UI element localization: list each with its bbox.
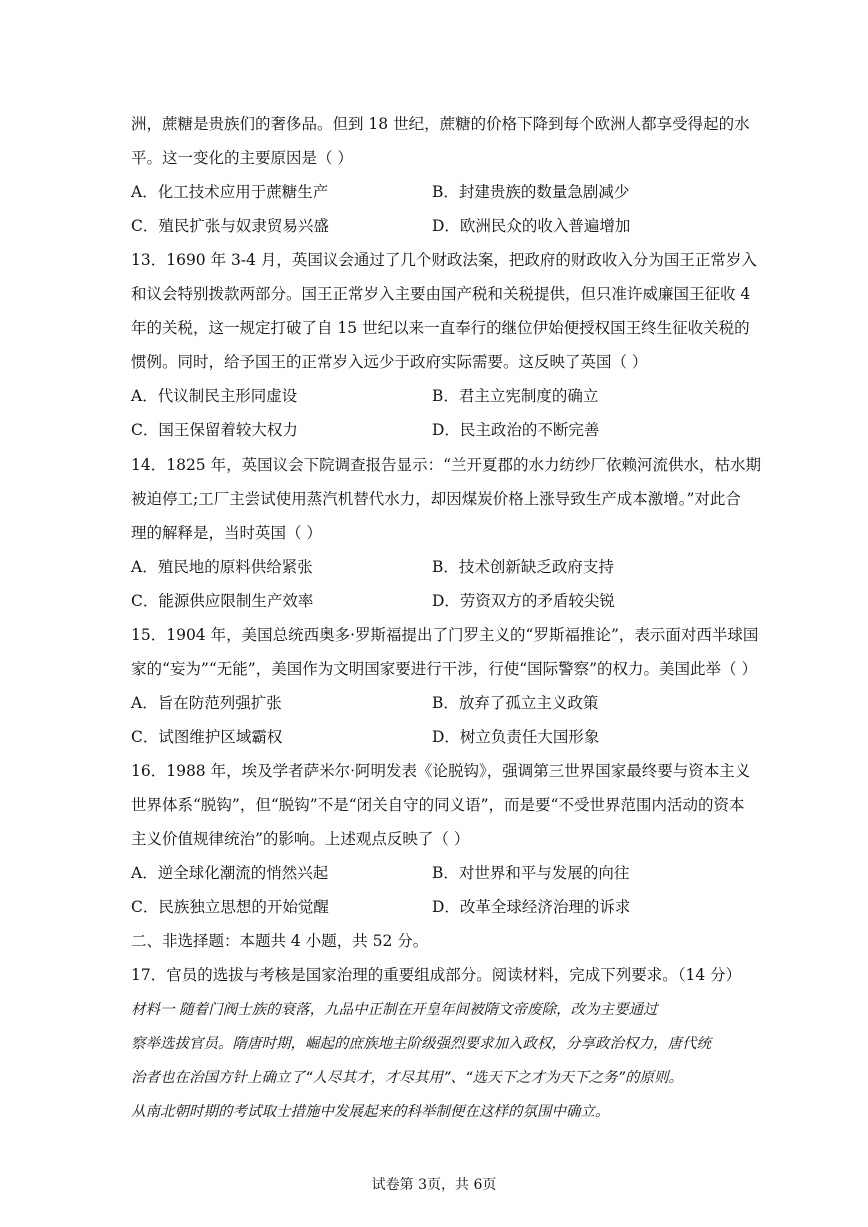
- q12-option-c[interactable]: C．殖民扩张与奴隶贸易兴盛: [131, 217, 329, 235]
- q13-line-1: 13．1690 年 3-4 月，英国议会通过了几个财政法案，把政府的财政收入分为国王正常岁入: [131, 251, 757, 269]
- q16-option-a[interactable]: A．逆全球化潮流的悄然兴起: [131, 864, 329, 882]
- q16-line-1: 16．1988 年，埃及学者萨米尔·阿明发表《论脱钩》，强调第三世界国家最终要与资本主义: [131, 762, 751, 780]
- q14-option-d[interactable]: D．劳资双方的矛盾较尖锐: [432, 592, 615, 610]
- q16-option-c[interactable]: C．民族独立思想的开始觉醒: [131, 898, 329, 916]
- q12-line-1: 洲，蔗糖是贵族们的奢侈品。但到 18 世纪，蔗糖的价格下降到每个欧洲人都享受得起的水: [131, 115, 750, 133]
- q12-option-d[interactable]: D．欧洲民众的收入普遍增加: [432, 217, 631, 235]
- q16-option-b[interactable]: B．对世界和平与发展的向往: [432, 864, 630, 882]
- q13-option-b[interactable]: B．君主立宪制度的确立: [432, 387, 599, 405]
- q15-option-c[interactable]: C．试图维护区域霸权: [131, 728, 283, 746]
- q14-line-3: 理的解释是，当时英国（ ）: [131, 524, 322, 542]
- q15-option-b[interactable]: B．放弃了孤立主义政策: [432, 694, 599, 712]
- q17-stem: 17．官员的选拔与考核是国家治理的重要组成部分。阅读材料，完成下列要求。（14 分）: [131, 966, 742, 984]
- q14-line-2: 被迫停工;工厂主尝试使用蒸汽机替代水力，却因煤炭价格上涨导致生产成本激增。”对此合: [131, 490, 741, 508]
- material-line-4: 从南北朝时期的考试取士措施中发展起来的科举制便在这样的氛围中确立。: [131, 1104, 610, 1120]
- q13-line-2: 和议会特别拨款两部分。国王正常岁入主要由国产税和关税提供，但只准许威廉国王征收 4: [131, 285, 751, 303]
- q16-line-2: 世界体系“脱钩”，但“脱钩”不是“闭关自守的同义语”，而是要“不受世界范围内活动的资本: [131, 796, 745, 814]
- page-footer: 试卷第 3页，共 6页: [371, 1177, 497, 1193]
- q12-option-b[interactable]: B．封建贵族的数量急剧减少: [432, 183, 630, 201]
- q12-option-a[interactable]: A．化工技术应用于蔗糖生产: [131, 183, 329, 201]
- q13-option-c[interactable]: C．国王保留着较大权力: [131, 421, 298, 439]
- q13-line-4: 惯例。同时，给予国王的正常岁入远少于政府实际需要。这反映了英国（ ）: [131, 353, 648, 371]
- q12-line-2: 平。这一变化的主要原因是（ ）: [131, 149, 353, 167]
- material-line-2: 察举选拔官员。隋唐时期，崛起的庶族地主阶级强烈要求加入政权，分享政治权力，唐代统: [131, 1036, 711, 1052]
- q15-option-a[interactable]: A．旨在防范列强扩张: [131, 694, 282, 712]
- material-line-3: 治者也在治国方针上确立了“人尽其才，才尽其用”、“选天下之才为天下之务”的原则。: [131, 1070, 684, 1086]
- q14-line-1: 14．1825 年，英国议会下院调查报告显示：“兰开夏郡的水力纺纱厂依赖河流供水，枯水期: [131, 456, 762, 474]
- material-line-1: 材料一 随着门阀士族的衰落，九品中正制在开皇年间被隋文帝废除，改为主要通过: [131, 1002, 658, 1018]
- q15-line-2: 家的“妄为”“无能”，美国作为文明国家要进行干涉，行使“国际警察”的权力。美国此举（ ）: [131, 660, 757, 678]
- q14-option-b[interactable]: B．技术创新缺乏政府支持: [432, 558, 614, 576]
- q14-option-c[interactable]: C．能源供应限制生产效率: [131, 592, 314, 610]
- q13-option-d[interactable]: D．民主政治的不断完善: [432, 421, 600, 439]
- q16-option-d[interactable]: D．改革全球经济治理的诉求: [432, 898, 631, 916]
- q16-line-3: 主义价值规律统治”的影响。上述观点反映了（ ）: [131, 830, 470, 848]
- q13-line-3: 年的关税，这一规定打破了自 15 世纪以来一直奉行的继位伊始便授权国王终生征收关税的: [131, 319, 750, 337]
- section-heading: 二、非选择题：本题共 4 小题，共 52 分。: [131, 932, 429, 950]
- q14-option-a[interactable]: A．殖民地的原料供给紧张: [131, 558, 313, 576]
- q15-line-1: 15．1904 年，美国总统西奥多·罗斯福提出了门罗主义的“罗斯福推论”，表示面对西半球国: [131, 626, 759, 644]
- q15-option-d[interactable]: D．树立负责任大国形象: [432, 728, 600, 746]
- q13-option-a[interactable]: A．代议制民主形同虚设: [131, 387, 298, 405]
